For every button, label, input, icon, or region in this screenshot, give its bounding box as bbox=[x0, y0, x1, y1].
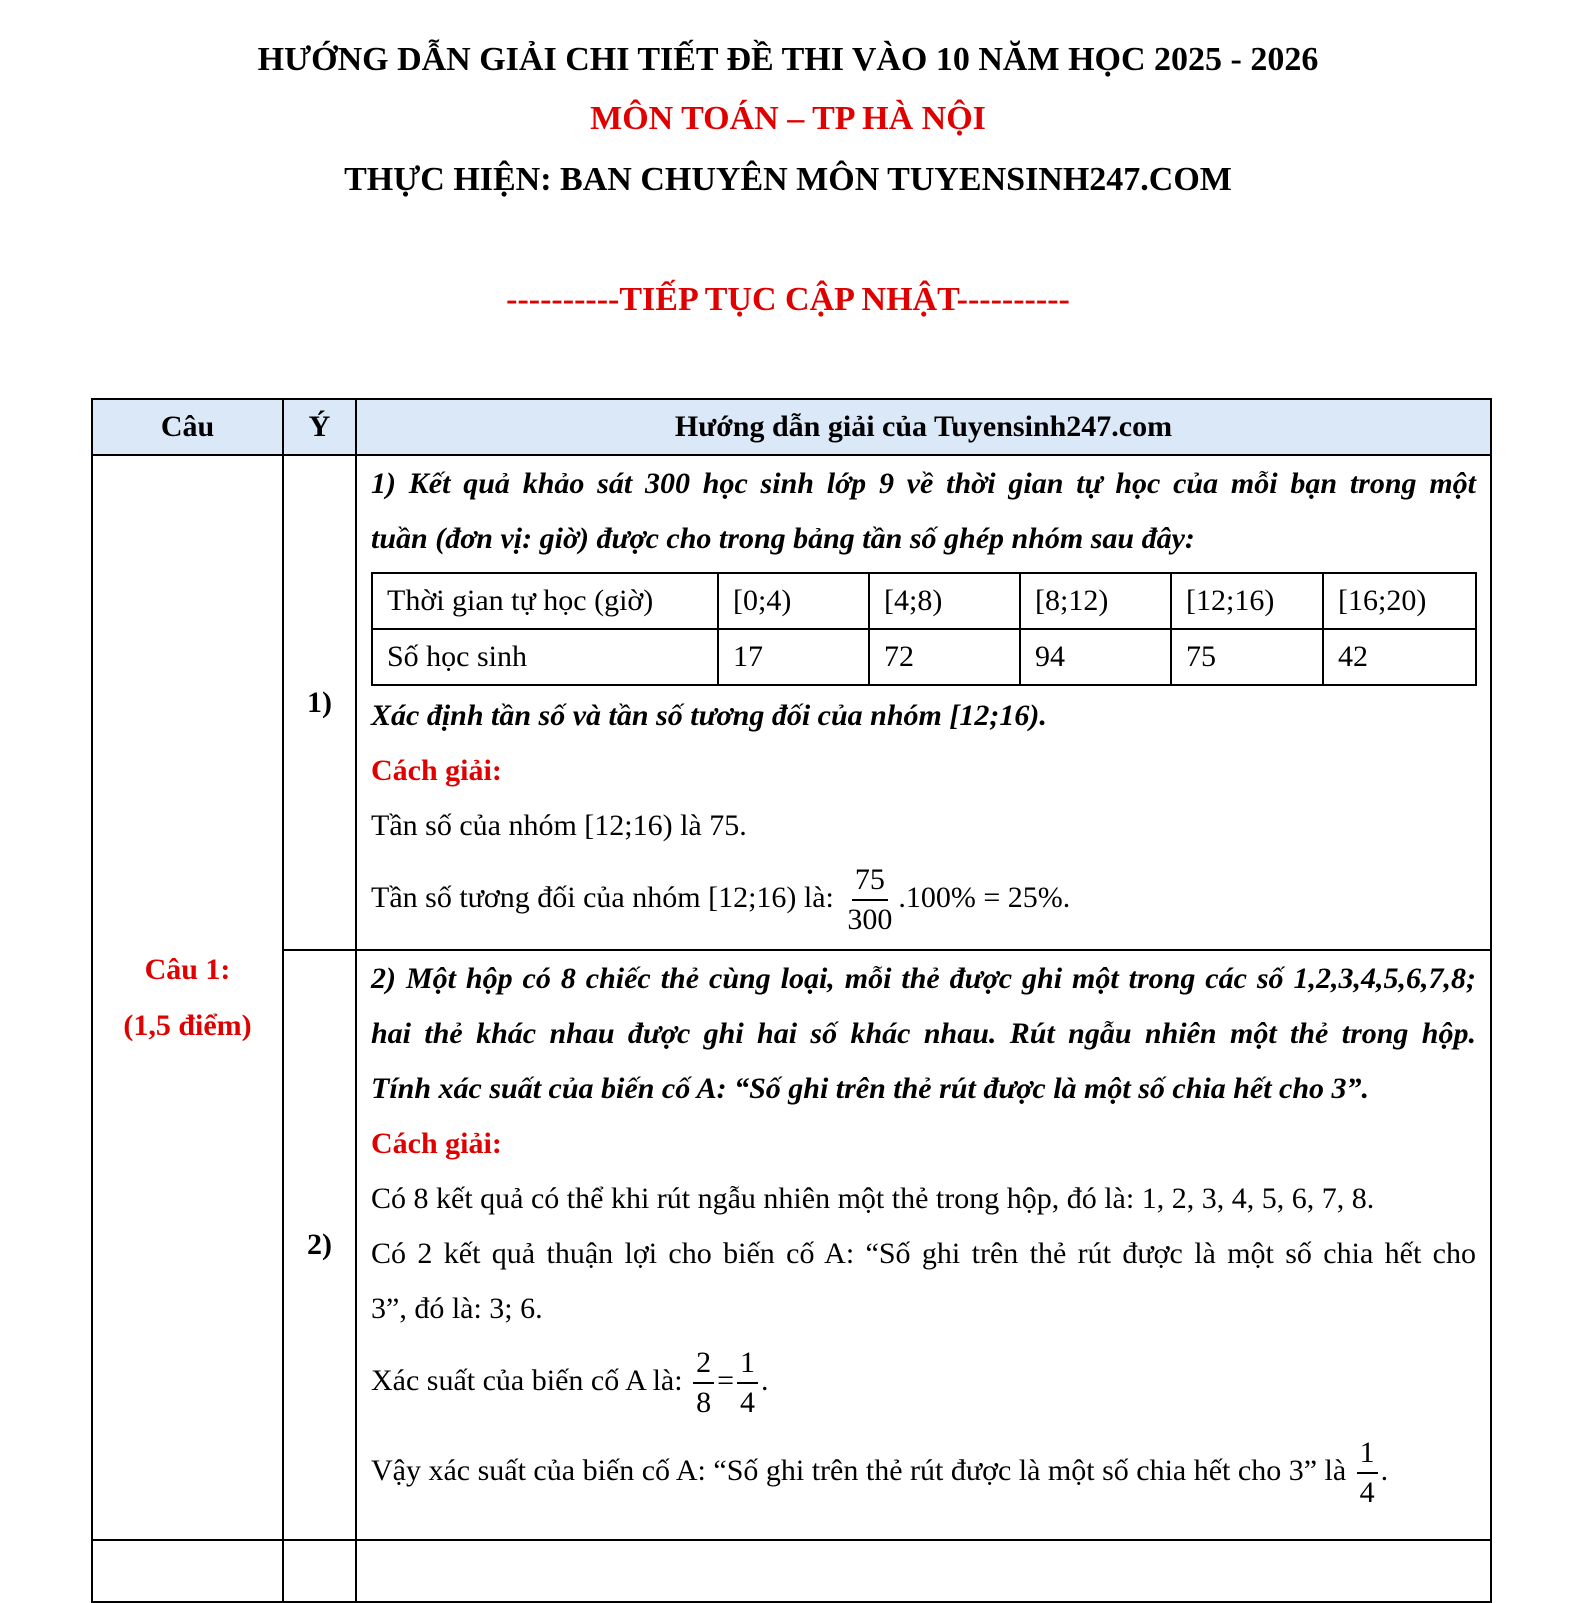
fraction-numerator: 2 bbox=[693, 1348, 714, 1384]
fraction-numerator: 1 bbox=[737, 1348, 758, 1384]
header-y: Ý bbox=[283, 399, 356, 455]
fraction-numerator: 1 bbox=[1357, 1438, 1378, 1474]
equals-sign: = bbox=[717, 1364, 734, 1397]
part1-sol2-suffix: .100% = 25%. bbox=[898, 881, 1071, 914]
part1-solution-line2 bbox=[371, 853, 1476, 943]
freq-header-cell: [12;16) bbox=[1171, 573, 1323, 629]
table-row bbox=[372, 573, 1476, 629]
part2-solution-line3: 3”, đó là: 3; 6. bbox=[371, 1292, 543, 1325]
solution-table bbox=[91, 398, 1492, 1603]
fraction bbox=[844, 865, 895, 935]
freq-header-cell: [8;12) bbox=[1020, 573, 1171, 629]
part1-task: Xác định tần số và tần số tương đối của nhóm [12;16). bbox=[371, 699, 1047, 732]
header-huong-dan: Hướng dẫn giải của Tuyensinh247.com bbox=[356, 399, 1491, 455]
fraction bbox=[693, 1348, 714, 1418]
table-row bbox=[372, 629, 1476, 685]
part2-prompt-line1: 2) Một hộp có 8 chiếc thẻ cùng loại, mỗi thẻ được ghi một trong các số 1,2,3,4,5,6,7,8; bbox=[371, 962, 1476, 995]
freq-header-cell: [16;20) bbox=[1323, 573, 1476, 629]
part1-sol2-prefix: Tần số tương đối của nhóm [12;16) là: bbox=[371, 881, 842, 914]
part2-solution-heading: Cách giải: bbox=[371, 1127, 502, 1160]
part1-solution-heading: Cách giải: bbox=[371, 754, 502, 787]
table-row bbox=[92, 455, 1491, 950]
question-label: Câu 1: bbox=[144, 952, 231, 986]
freq-value-cell: Số học sinh bbox=[372, 629, 718, 685]
part2-solution-line1: Có 8 kết quả có thể khi rút ngẫu nhiên một thẻ trong hộp, đó là: 1, 2, 3, 4, 5, 6, 7, 8. bbox=[371, 1182, 1375, 1215]
fraction-denominator: 4 bbox=[1359, 1476, 1375, 1510]
part-label-cell bbox=[283, 455, 356, 950]
freq-header-cell: [0;4) bbox=[718, 573, 869, 629]
part1-label: 1) bbox=[307, 685, 332, 719]
update-notice: ----------TIẾP TỤC CẬP NHẬT---------- bbox=[506, 281, 1070, 318]
part2-prompt-line3: Tính xác suất của biến cố A: “Số ghi trên thẻ rút được là một số chia hết cho 3”. bbox=[371, 1072, 1370, 1105]
freq-header-cell: [4;8) bbox=[869, 573, 1020, 629]
question-points: (1,5 điểm) bbox=[123, 1008, 252, 1042]
fraction-denominator: 8 bbox=[696, 1386, 712, 1420]
fraction bbox=[1357, 1438, 1378, 1508]
fraction-numerator: 75 bbox=[852, 865, 888, 901]
part2-prompt-line2: hai thẻ khác nhau được ghi hai số khác nhau. Rút ngẫu nhiên một thẻ trong hộp. bbox=[371, 1017, 1476, 1050]
part2-sol5-prefix: Vậy xác suất của biến cố A: “Số ghi trên thẻ rút được là một số chia hết cho 3” là bbox=[371, 1454, 1354, 1487]
period: . bbox=[1380, 1454, 1389, 1487]
table-row bbox=[92, 950, 1491, 1540]
document-title: HƯỚNG DẪN GIẢI CHI TIẾT ĐỀ THI VÀO 10 NĂM HỌC 2025 - 2026 bbox=[257, 41, 1319, 78]
part1-prompt-line1: 1) Kết quả khảo sát 300 học sinh lớp 9 về thời gian tự học của mỗi bạn trong một bbox=[371, 467, 1476, 500]
empty-cell bbox=[92, 1540, 283, 1602]
freq-value-cell: 94 bbox=[1020, 629, 1171, 685]
part-label-cell bbox=[283, 950, 356, 1540]
empty-cell bbox=[283, 1540, 356, 1602]
freq-value-cell: 17 bbox=[718, 629, 869, 685]
fraction bbox=[737, 1348, 758, 1418]
part2-content bbox=[356, 950, 1491, 1540]
frequency-table bbox=[371, 572, 1477, 686]
author-line: THỰC HIỆN: BAN CHUYÊN MÔN TUYENSINH247.COM bbox=[344, 161, 1232, 198]
part1-prompt-line2: tuần (đơn vị: giờ) được cho trong bảng tần số ghép nhóm sau đây: bbox=[371, 522, 1195, 555]
part2-solution-line4 bbox=[371, 1336, 1476, 1426]
period: . bbox=[760, 1364, 769, 1397]
freq-value-cell: 42 bbox=[1323, 629, 1476, 685]
part1-solution-line1: Tần số của nhóm [12;16) là 75. bbox=[371, 809, 747, 842]
part2-solution-line5 bbox=[371, 1426, 1476, 1516]
part2-sol4-prefix: Xác suất của biến cố A là: bbox=[371, 1364, 691, 1397]
subject-title: MÔN TOÁN – TP HÀ NỘI bbox=[590, 100, 986, 137]
header-cau: Câu bbox=[92, 399, 283, 455]
empty-cell bbox=[356, 1540, 1491, 1602]
freq-value-cell: 72 bbox=[869, 629, 1020, 685]
fraction-denominator: 4 bbox=[739, 1386, 755, 1420]
question-cell bbox=[92, 455, 283, 1540]
part2-solution-line2: Có 2 kết quả thuận lợi cho biến cố A: “Số ghi trên thẻ rút được là một số chia hết cho bbox=[371, 1237, 1476, 1270]
freq-header-cell: Thời gian tự học (giờ) bbox=[372, 573, 718, 629]
part1-content bbox=[356, 455, 1491, 950]
part2-label: 2) bbox=[307, 1228, 332, 1261]
fraction-denominator: 300 bbox=[847, 903, 893, 937]
table-row bbox=[92, 1540, 1491, 1602]
freq-value-cell: 75 bbox=[1171, 629, 1323, 685]
table-header-row bbox=[92, 399, 1491, 455]
